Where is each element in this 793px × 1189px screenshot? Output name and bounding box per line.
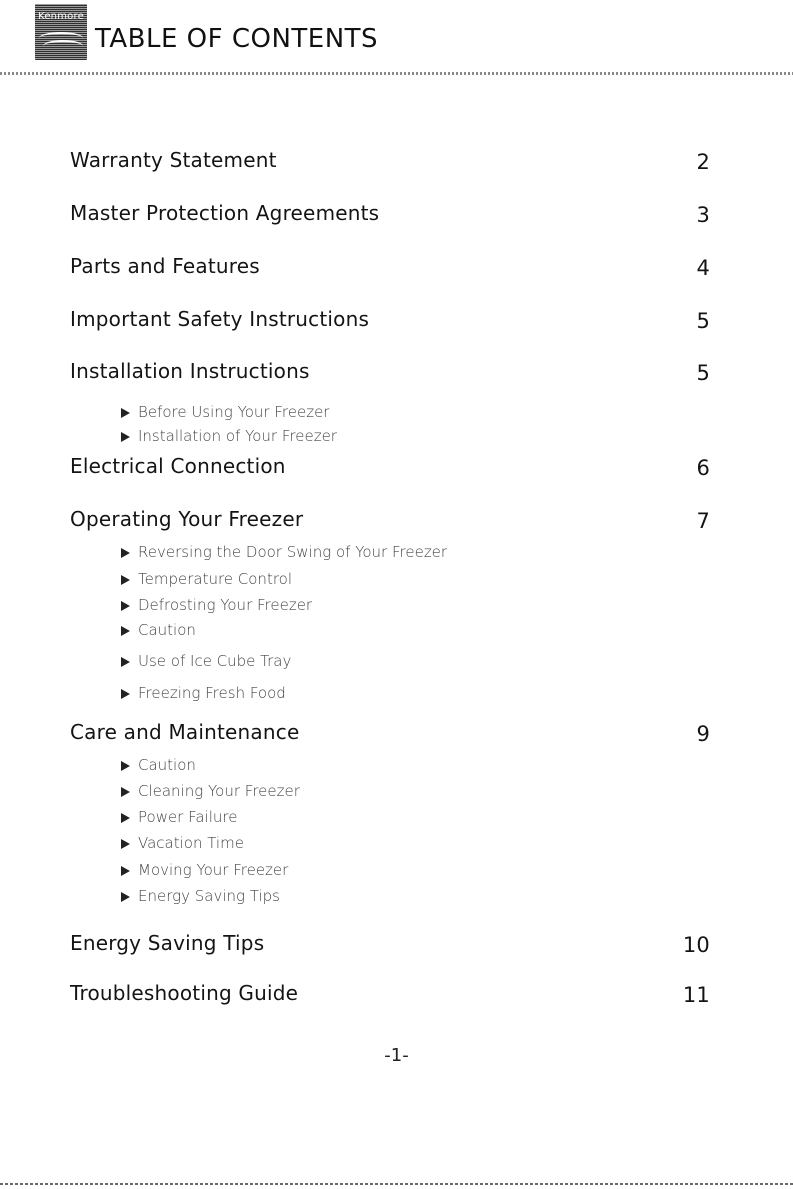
toc-entry-label: Troubleshooting Guide (70, 981, 299, 1005)
toc-entry-label: Energy Saving Tips (70, 931, 265, 955)
logo-text: Kenmore (38, 11, 84, 22)
toc-entry-page: 2 (696, 150, 710, 174)
triangle-right-icon (121, 408, 130, 418)
toc-entry-label: Installation Instructions (70, 359, 310, 383)
toc-subitem[interactable] (121, 427, 337, 445)
toc-subitem[interactable] (121, 808, 237, 826)
triangle-right-icon (121, 761, 130, 771)
toc-subitem-label: Caution (138, 756, 196, 774)
toc-entry-page: 9 (696, 722, 710, 746)
toc-subitem[interactable] (121, 834, 244, 852)
toc-entry-label: Electrical Connection (70, 454, 286, 478)
toc-subitem-label: Reversing the Door Swing of Your Freezer (138, 543, 448, 561)
toc-entry-page: 6 (696, 456, 710, 480)
toc-entry-page: 7 (696, 509, 710, 533)
toc-entry-page: 3 (696, 203, 710, 227)
toc-subitem[interactable] (121, 570, 292, 588)
triangle-right-icon (121, 626, 130, 636)
toc-subitem[interactable] (121, 596, 312, 614)
toc-subitem[interactable] (121, 652, 291, 670)
toc-subitem-label: Installation of Your Freezer (138, 427, 337, 445)
triangle-right-icon (121, 575, 130, 585)
toc-subitem-label: Caution (138, 621, 196, 639)
toc-entry-page: 5 (696, 309, 710, 333)
toc-subitem-label: Cleaning Your Freezer (138, 782, 300, 800)
triangle-right-icon (121, 548, 130, 558)
toc-subitem[interactable] (121, 621, 196, 639)
toc-subitem-label: Use of Ice Cube Tray (138, 652, 292, 670)
bottom-divider (0, 1183, 793, 1185)
toc-subitem[interactable] (121, 403, 329, 421)
triangle-right-icon (121, 839, 130, 849)
toc-entry-page: 11 (682, 983, 710, 1007)
toc-entry-label: Master Protection Agreements (70, 201, 380, 225)
toc-subitem-label: Defrosting Your Freezer (138, 596, 313, 614)
triangle-right-icon (121, 432, 130, 442)
toc-subitem-label: Temperature Control (138, 570, 293, 588)
triangle-right-icon (121, 892, 130, 902)
toc-entry-label: Warranty Statement (70, 148, 277, 172)
toc-subitem[interactable] (121, 756, 196, 774)
toc-subitem-label: Before Using Your Freezer (138, 403, 330, 421)
toc-entry-page: 4 (696, 256, 710, 280)
toc-subitem-label: Energy Saving Tips (138, 887, 281, 905)
toc-subitem[interactable] (121, 684, 286, 702)
toc-subitem-label: Freezing Fresh Food (138, 684, 286, 702)
triangle-right-icon (121, 787, 130, 797)
toc-subitem-label: Moving Your Freezer (138, 861, 289, 879)
toc-subitem-label: Vacation Time (138, 834, 244, 852)
triangle-right-icon (121, 813, 130, 823)
toc-subitem[interactable] (121, 861, 288, 879)
toc-entry-label: Care and Maintenance (70, 720, 300, 744)
triangle-right-icon (121, 866, 130, 876)
toc-subitem[interactable] (121, 782, 300, 800)
triangle-right-icon (121, 601, 130, 611)
toc-entry-page: 5 (696, 361, 710, 385)
toc-entry-label: Parts and Features (70, 254, 260, 278)
toc-entry-page: 10 (682, 933, 710, 957)
triangle-right-icon (121, 689, 130, 699)
toc-subitem[interactable] (121, 543, 447, 561)
toc-entry-label: Important Safety Instructions (70, 307, 370, 331)
toc-subitem-label: Power Failure (138, 808, 238, 826)
page-title: TABLE OF CONTENTS (95, 24, 379, 54)
toc-subitem[interactable] (121, 887, 280, 905)
triangle-right-icon (121, 657, 130, 667)
page-number: -1- (384, 1045, 409, 1066)
toc-entry-label: Operating Your Freezer (70, 507, 304, 531)
